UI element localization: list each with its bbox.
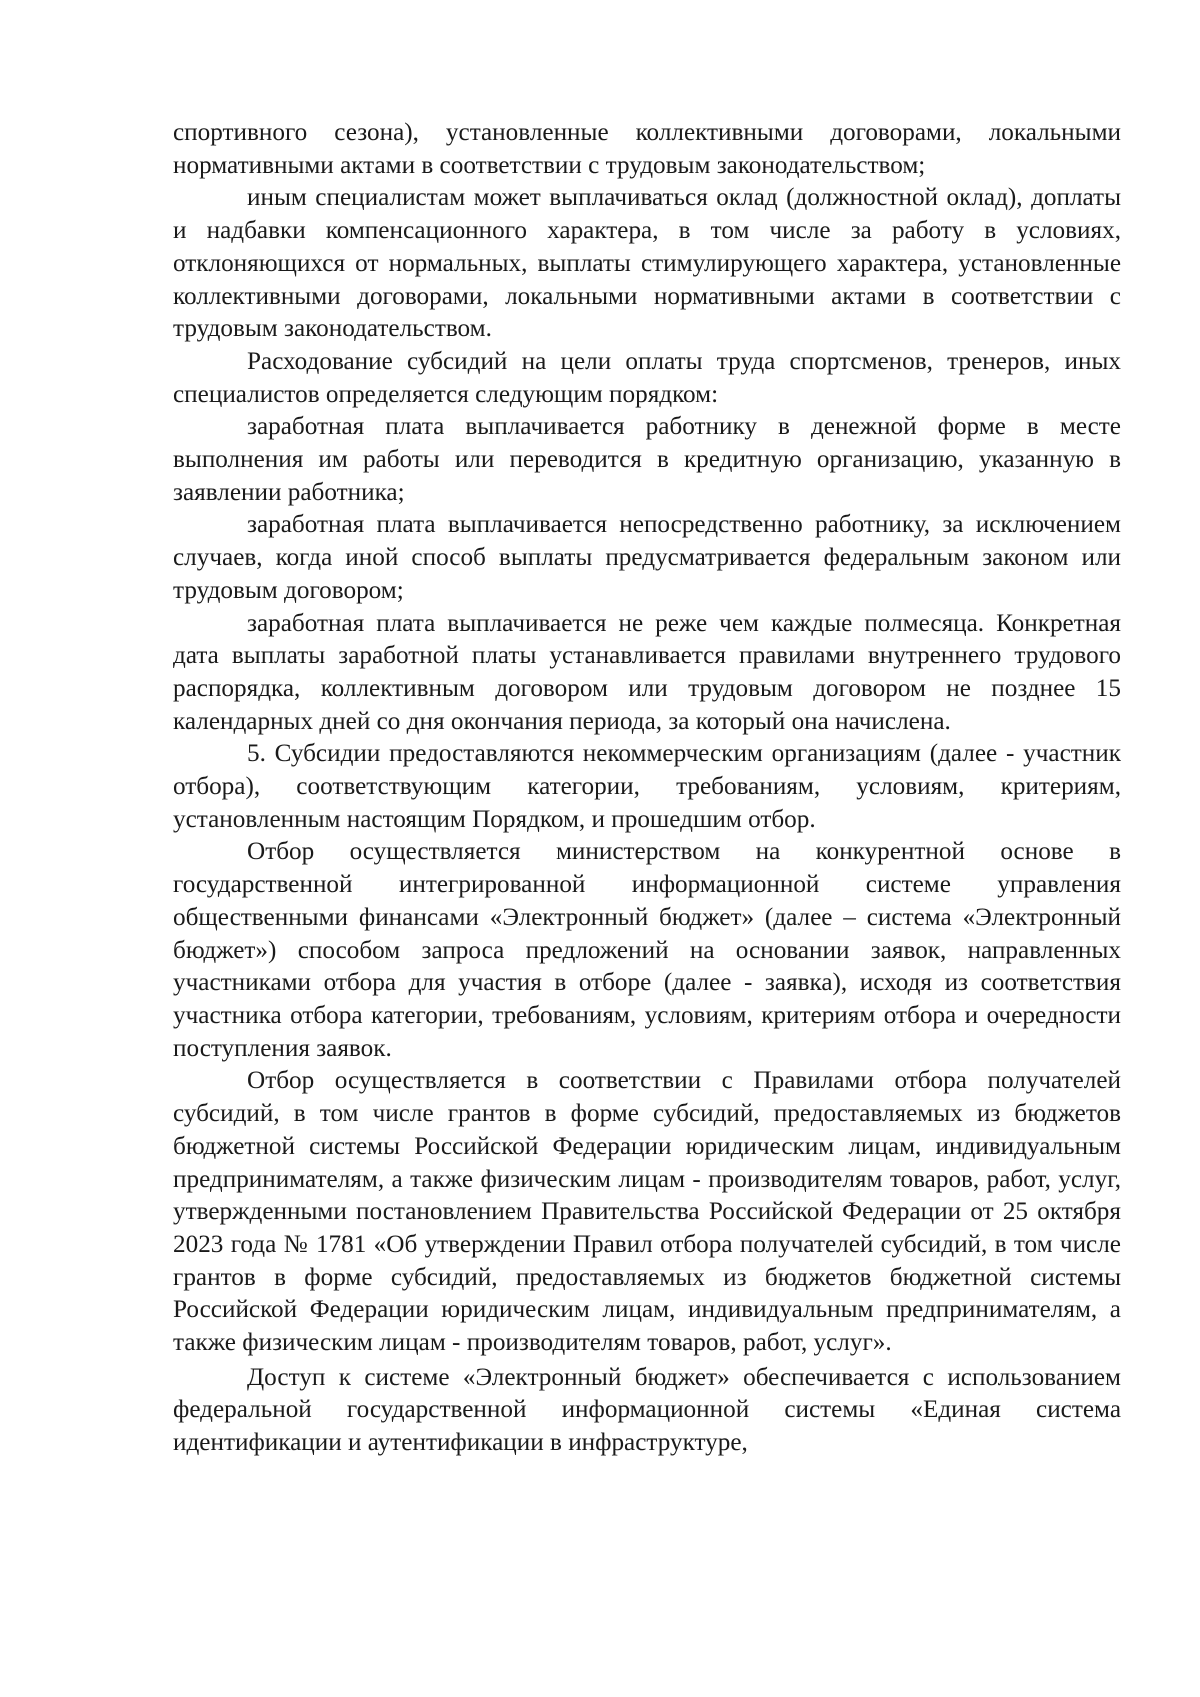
paragraph-system-access: Доступ к системе «Электронный бюджет» обеспечивается с использованием федеральной государственной информационной системы «Единая система идентификации и аутентификации в инфраструктуре, <box>173 1363 1121 1457</box>
paragraph-selection-electronic-budget: Отбор осуществляется министерством на конкурентной основе в государственной интегрированной информационной системе управления общественными финансами «Электронный бюджет» (далее – система «Электронный бюджет») способом запроса предложений на основании заявок, направленных участниками отбора для участия в отборе (далее - заявка), исходя из соответствия участника отбора категории, требованиям, условиям, критериям отбора и очередности поступления заявок. <box>173 838 1121 1062</box>
paragraph-selection-rules-decree: Отбор осуществляется в соответствии с Правилами отбора получателей субсидий, в том числе грантов в форме субсидий, предоставляемых из бюджетов бюджетной системы Российской Федерации юридическим лицам, индивидуальным предпринимателям, а также физическим лицам - производителям товаров, работ, услуг, утвержденными постановлением Правительства Российской Федерации от 25 октября 2023 года № 1781 «Об утверждении Правил отбора получателей субсидий, в том числе грантов в форме субсидий, предоставляемых из бюджетов бюджетной системы Российской Федерации юридическим лицам, индивидуальным предпринимателям, а также физическим лицам - производителям товаров, работ, услуг». <box>173 1067 1121 1357</box>
paragraph-other-specialists-pay: иным специалистам может выплачиваться оклад (должностной оклад), доплаты и надбавки компенсационного характера, в том числе за работу в условиях, отклоняющихся от нормальных, выплаты стимулирующего характера, установленные коллективными договорами, локальными нормативными актами в соответствии с трудовым законодательством. <box>173 184 1121 343</box>
paragraph-salary-place-of-payment: заработная плата выплачивается работнику в денежной форме в месте выполнения им работы или переводится в кредитную организацию, указанную в заявлении работника; <box>173 413 1121 506</box>
paragraph-salary-frequency: заработная плата выплачивается не реже чем каждые полмесяца. Конкретная дата выплаты заработной платы устанавливается правилами внутреннего трудового распорядка, коллективным договором или трудовым договором не позднее 15 календарных дней со дня окончания периода, за который она начислена. <box>173 609 1121 735</box>
paragraph-sports-season-continuation: спортивного сезона), установленные коллективными договорами, локальными нормативными актами в соответствии с трудовым законодательством; <box>173 119 1121 179</box>
paragraph-section-5-subsidies: 5. Субсидии предоставляются некоммерческим организациям (далее - участник отбора), соответствующим категории, требованиям, условиям, критериям, установленным настоящим Порядком, и прошедшим отбор. <box>173 740 1121 833</box>
paragraph-salary-direct-payment: заработная плата выплачивается непосредственно работнику, за исключением случаев, когда иной способ выплаты предусматривается федеральным законом или трудовым договором; <box>173 511 1121 604</box>
paragraph-subsidy-spending-order: Расходование субсидий на цели оплаты труда спортсменов, тренеров, иных специалистов определяется следующим порядком: <box>173 347 1121 408</box>
document-body <box>173 117 1121 1460</box>
